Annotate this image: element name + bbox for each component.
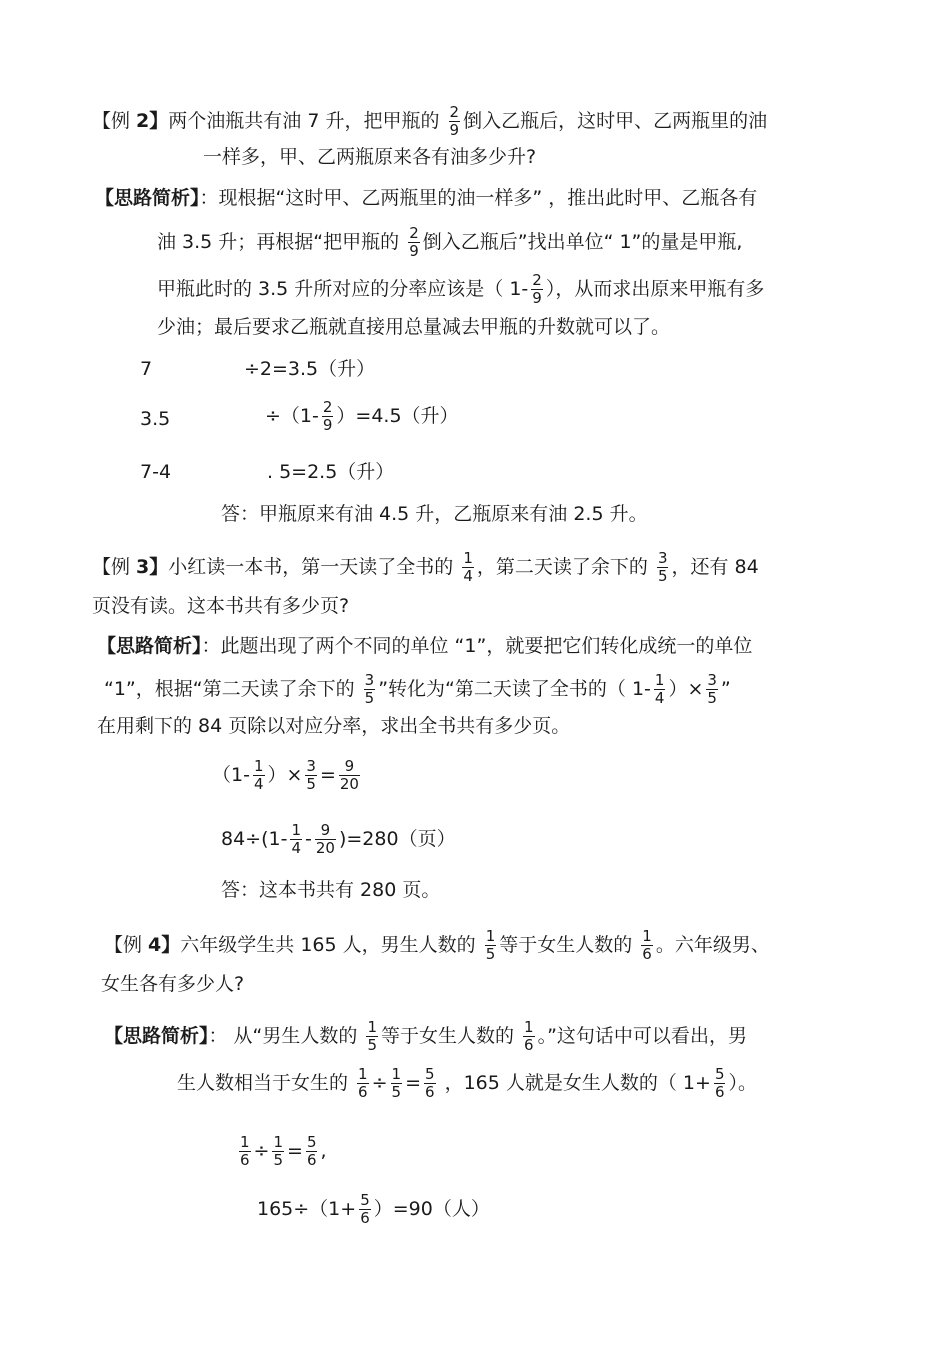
fraction-1-4: $\frac{1}{4}$ (654, 671, 665, 707)
ex3-hint-line1: 【思路简析】：此题出现了两个不同的单位 “1”，就要把它们转化成统一的单位 (97, 635, 753, 657)
fraction-5-6: $\frac{5}{6}$ (714, 1065, 725, 1101)
fraction-5-6: $\frac{5}{6}$ (360, 1191, 370, 1227)
ex2-hint-line2: 油 3.5 升；再根据“把甲瓶的 $\frac{2}{9}$ 倒入乙瓶后”找出单位“ 1”的量是甲瓶, (157, 224, 743, 260)
ex2-calc3-left: 7-4 (140, 461, 172, 483)
fraction-3-5: $\frac{3}{5}$ (364, 671, 375, 707)
ex3-hint-line2: “1”，根据“第二天读了余下的 $\frac{3}{5}$ ”转化为“第二天读了全书的（ 1- $\frac{1}{4}$ ）× $\frac{3}{5}$ ” (104, 671, 731, 707)
ex2-calc1-right: ÷2=3.5（升） (244, 358, 376, 380)
ex4-calc2: 165÷（1+ $\frac{5}{6}$ ）=90（人） (257, 1191, 490, 1227)
ex3-question-line1: 【例 3】小红读一本书，第一天读了全书的 $\frac{1}{4}$ ，第二天读了余下的 $\frac{3}{5}$ ，还有 84 (92, 549, 759, 585)
ex3-answer: 答：这本书共有 280 页。 (221, 879, 441, 901)
ex4-calc1: $\frac{1}{6}$ ÷ $\frac{1}{5}$ = $\frac{5}{6}$ , (240, 1133, 327, 1169)
ex3-calc1: （1- $\frac{1}{4}$ ）× $\frac{3}{5}$ = $\frac{9}{20}$ (212, 757, 359, 793)
fraction-1-5: $\frac{1}{5}$ (367, 1018, 377, 1054)
fraction-9-20: $\frac{9}{20}$ (315, 821, 335, 857)
fraction-5-6: $\frac{5}{6}$ (306, 1133, 317, 1169)
fraction-1-4: $\frac{1}{4}$ (253, 757, 264, 793)
ex4-question-line1: 【例 4】六年级学生共 165 人，男生人数的 $\frac{1}{5}$ 等于女生人数的 $\frac{1}{6}$ 。六年级男、 (104, 927, 770, 963)
fraction-1-5: $\frac{1}{5}$ (391, 1065, 402, 1101)
ex2-question-line1: 【例 2】两个油瓶共有油 7 升，把甲瓶的 $\frac{2}{9}$ 倒入乙瓶后，这时甲、乙两瓶里的油 (92, 103, 768, 139)
fraction-2-9: $\frac{2}{9}$ (409, 224, 419, 260)
ex2-calc2-left: 3.5 (140, 408, 171, 430)
fraction-1-6: $\frac{1}{6}$ (358, 1065, 368, 1101)
ex2-hint-line1: 【思路简析】：现根据“这时甲、乙两瓶里的油一样多” ，推出此时甲、乙瓶各有 (95, 187, 758, 209)
fraction-1-6: $\frac{1}{6}$ (642, 927, 652, 963)
fraction-2-9: $\frac{2}{9}$ (322, 398, 333, 434)
fraction-3-5: $\frac{3}{5}$ (707, 671, 717, 707)
ex2-calc1-left: 7 (140, 358, 153, 380)
ex4-hint-line2: 生人数相当于女生的 $\frac{1}{6}$ ÷ $\frac{1}{5}$ = $\frac{5}{6}$ ，165 人就是女生人数的（ 1+ $\frac{5}{6}$ ）。 (177, 1065, 757, 1101)
fraction-3-5: $\frac{3}{5}$ (306, 757, 316, 793)
ex2-calc2-right: ÷（1- $\frac{2}{9}$ ）=4.5（升） (265, 398, 459, 434)
fraction-1-5: $\frac{1}{5}$ (485, 927, 496, 963)
fraction-1-6: $\frac{1}{6}$ (240, 1133, 250, 1169)
ex4-hint-line1: 【思路简析】： 从“男生人数的 $\frac{1}{5}$ 等于女生人数的 $\frac{1}{6}$ 。”这句话中可以看出，男 (104, 1018, 747, 1054)
ex2-calc3-right: . 5=2.5（升） (267, 461, 395, 483)
fraction-3-5: $\frac{3}{5}$ (657, 549, 668, 585)
ex3-calc2: 84÷(1- $\frac{1}{4}$ - $\frac{9}{20}$ )=280（页） (221, 821, 456, 857)
fraction-1-5: $\frac{1}{5}$ (273, 1133, 284, 1169)
fraction-1-4: $\frac{1}{4}$ (463, 549, 473, 585)
fraction-1-6: $\frac{1}{6}$ (524, 1018, 534, 1054)
fraction-5-6: $\frac{5}{6}$ (424, 1065, 435, 1101)
ex3-question-line2: 页没有读。这本书共有多少页? (92, 595, 350, 617)
fraction-2-9: $\frac{2}{9}$ (449, 103, 460, 139)
fraction-2-9: $\frac{2}{9}$ (532, 271, 542, 307)
ex2-question-line2: 一样多，甲、乙两瓶原来各有油多少升? (203, 146, 537, 168)
ex3-hint-line3: 在用剩下的 84 页除以对应分率，求出全书共有多少页。 (97, 715, 571, 737)
ex2-answer: 答：甲瓶原来有油 4.5 升，乙瓶原来有油 2.5 升。 (221, 503, 648, 525)
ex2-hint-line3: 甲瓶此时的 3.5 升所对应的分率应该是（ 1- $\frac{2}{9}$ ），从而求出原来甲瓶有多 (157, 271, 765, 307)
fraction-1-4: $\frac{1}{4}$ (291, 821, 302, 857)
fraction-9-20: $\frac{9}{20}$ (339, 757, 359, 793)
ex2-hint-line4: 少油；最后要求乙瓶就直接用总量减去甲瓶的升数就可以了。 (157, 316, 671, 338)
ex4-question-line2: 女生各有多少人? (101, 973, 245, 995)
